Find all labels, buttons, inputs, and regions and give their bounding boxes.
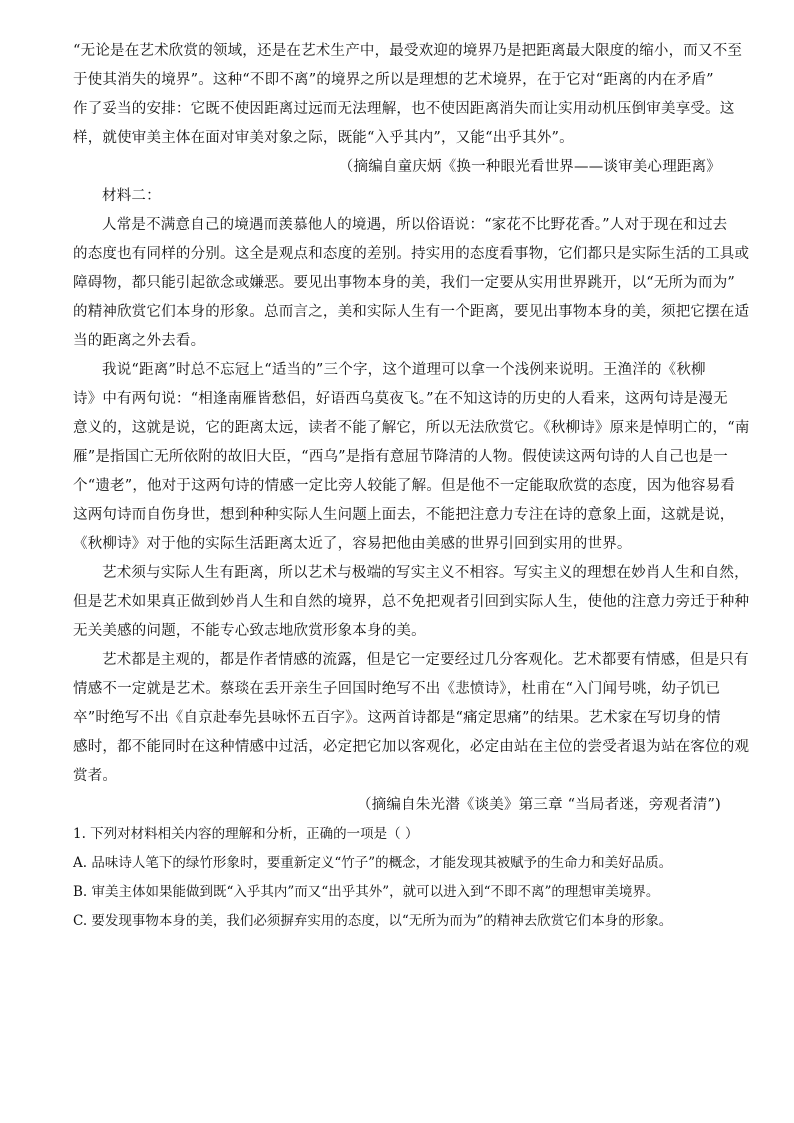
text-line: 这两句诗而自伤身世，想到种种实际人生问题上面去，不能把注意力专注在诗的意象上面，这就是说， bbox=[73, 507, 735, 523]
option-c: C. 要发现事物本身的美，我们必须摒弃实用的态度，以“无所为而为”的精神去欣赏它们本身的形象。 bbox=[73, 913, 673, 929]
document-page bbox=[73, 37, 750, 936]
option-b: B. 审美主体如果能做到既“入乎其内”而又“出乎其外”，就可以进入到“不即不离”的理想审美境界。 bbox=[73, 884, 660, 900]
paragraph bbox=[73, 211, 750, 356]
text-line: “无论是在艺术欣赏的领域，还是在艺术生产中，最受欢迎的境界乃是把距离最大限度的缩小，而又不至 bbox=[73, 43, 743, 59]
paragraph bbox=[73, 559, 750, 646]
text-line: 意义的，这就是说，它的距离太远，读者不能了解它，所以无法欣赏它。《秋柳诗》原来是悼明亡的，“南 bbox=[73, 420, 750, 436]
text-line: 无关美感的问题，不能专心致志地欣赏形象本身的美。 bbox=[73, 623, 426, 639]
paragraph bbox=[73, 646, 750, 791]
text-line: 情感不一定就是艺术。蔡琰在丢开亲生子回国时绝写不出《悲愤诗》，杜甫在“入门闻号咷，幼子饥已 bbox=[73, 681, 721, 697]
text-line: 艺术都是主观的，都是作者情感的流露，但是它一定要经过几分客观化。艺术都要有情感，但是只有 bbox=[102, 652, 749, 668]
source-citation-one: （摘编自童庆炳《换一种眼光看世界——谈审美心理距离》 bbox=[338, 159, 721, 175]
text-line: 障碍物，都只能引起欲念或嫌恶。要见出事物本身的美，我们一定要从实用世界跳开，以“无所为而为” bbox=[73, 275, 736, 291]
text-line: 的态度也有同样的分别。这全是观点和态度的差别。持实用的态度看事物，它们都只是实际生活的工具或 bbox=[73, 246, 750, 262]
text-line: 作了妥当的安排：它既不使因距离过远而无法理解，也不使因距离消失而让实用动机压倒审美享受。这 bbox=[73, 101, 735, 117]
material-one-tail bbox=[73, 37, 743, 153]
material-two-heading: 材料二： bbox=[102, 188, 161, 204]
question-block bbox=[73, 820, 721, 936]
text-line: 《秋柳诗》对于他的实际生活距离太近了，容易把他由美感的世界引回到实用的世界。 bbox=[73, 536, 632, 552]
text-line: 于使其消失的境界”。这种“不即不离”的境界之所以是理想的艺术境界，在于它对“距离的内在矛盾” bbox=[73, 72, 714, 88]
text-line: 我说“距离”时总不忘冠上“适当的”三个字，这个道理可以拿一个浅例来说明。王渔洋的《秋柳 bbox=[102, 362, 706, 378]
text-line: 个“遗老”，他对于这两句诗的情感一定比旁人较能了解。但是他不一定能取欣赏的态度，因为他容易看 bbox=[73, 478, 736, 494]
text-line: 人常是不满意自己的境遇而羡慕他人的境遇，所以俗语说：“家花不比野花香。”人对于现在和过去 bbox=[102, 217, 728, 233]
text-line: 当的距离之外去看。 bbox=[73, 333, 206, 349]
paragraph bbox=[73, 356, 750, 559]
text-line: 感时，都不能同时在这种情感中过活，必定把它加以客观化，必定由站在主位的尝受者退为站在客位的观 bbox=[73, 739, 750, 755]
text-line: 诗》中有两句说：“相逢南雁皆愁侣，好语西乌莫夜飞。”在不知这诗的历史的人看来，这两句诗是漫无 bbox=[73, 391, 728, 407]
text-line: 卒”时绝写不出《自京赴奉先县咏怀五百字》。这两首诗都是“痛定思痛”的结果。艺术家在写切身的情 bbox=[73, 710, 721, 726]
question-stem: 1. 下列对材料相关内容的理解和分析，正确的一项是（ ） bbox=[73, 826, 419, 842]
text-line: 样，就使审美主体在面对审美对象之际，既能“入乎其内”，又能“出乎其外”。 bbox=[73, 130, 574, 146]
text-line: 雁”是指国亡无所依附的故旧大臣，“西乌”是指有意屈节降清的人物。假使读这两句诗的人自己也是一 bbox=[73, 449, 728, 465]
option-a: A. 品味诗人笔下的绿竹形象时，要重新定义“竹子”的概念，才能发现其被赋予的生命力和美好品质。 bbox=[73, 855, 673, 871]
source-citation-two: （摘编自朱光潜《谈美》第三章 “当局者迷，旁观者清”) bbox=[357, 797, 721, 813]
text-line: 赏者。 bbox=[73, 768, 118, 784]
text-line: 艺术须与实际人生有距离，所以艺术与极端的写实主义不相容。写实主义的理想在妙肖人生和自然， bbox=[102, 565, 749, 581]
text-line: 的精神欣赏它们本身的形象。总而言之，美和实际人生有一个距离，要见出事物本身的美，须把它摆在适 bbox=[73, 304, 750, 320]
text-line: 但是艺术如果真正做到妙肖人生和自然的境界，总不免把观者引回到实际人生，使他的注意力旁迁于种种 bbox=[73, 594, 750, 610]
